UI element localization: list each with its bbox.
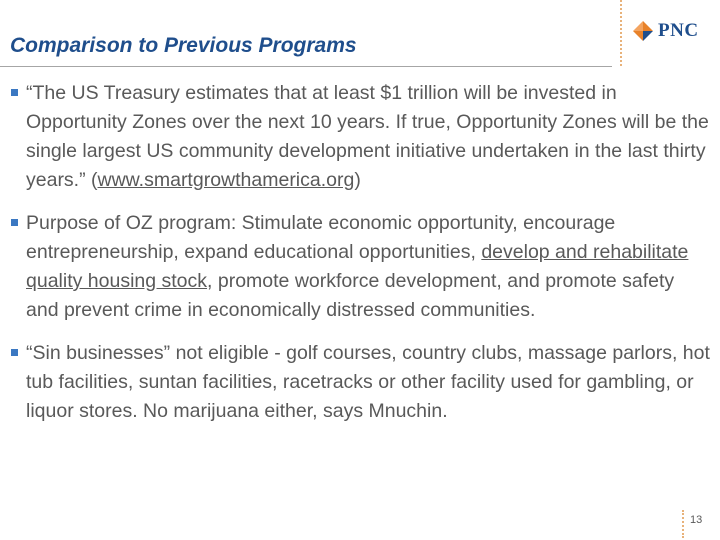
- pnc-logo-icon: [632, 20, 654, 42]
- page-number: 13: [690, 514, 703, 526]
- pnc-logo: [632, 20, 699, 42]
- bullet-text-end: ): [354, 169, 361, 191]
- bullet-item: [10, 209, 710, 325]
- bullet-text: “The US Treasury estimates that at least $1 trillion will be invested in Opportunity Zones over the next 10 years. If true, Opportunity Zones will be the single largest US community development initiative undertaken in the last thirty years.” (: [26, 82, 709, 191]
- bullet-list: [10, 79, 710, 440]
- square-bullet-icon: [10, 218, 19, 227]
- title-divider: [0, 66, 612, 67]
- pnc-logo-text: PNC: [658, 20, 699, 41]
- bullet-text-end: , promote workforce development, and promote safety and prevent crime in economically distressed communities.: [26, 270, 675, 321]
- header-dotted-divider: [620, 0, 622, 66]
- smartgrowthamerica-link[interactable]: www.smartgrowthamerica.org: [97, 169, 355, 191]
- square-bullet-icon: [10, 88, 19, 97]
- slide-title: Comparison to Previous Programs: [10, 34, 357, 57]
- bullet-text: Purpose of OZ program: Stimulate economic opportunity, encourage entrepreneurship, expand educational opportunities,: [26, 212, 616, 263]
- footer-dotted-divider: [682, 510, 684, 538]
- square-bullet-icon: [10, 348, 19, 357]
- bullet-item: [10, 339, 710, 426]
- bullet-text: “Sin businesses” not eligible - golf courses, country clubs, massage parlors, hot tub facilities, suntan facilities, racetracks or other facility used for gambling, or liquor stores. No marijuana either, says Mnuchin.: [26, 342, 710, 422]
- bullet-item: [10, 79, 710, 195]
- underlined-text: develop and rehabilitate quality housing stock: [26, 241, 689, 292]
